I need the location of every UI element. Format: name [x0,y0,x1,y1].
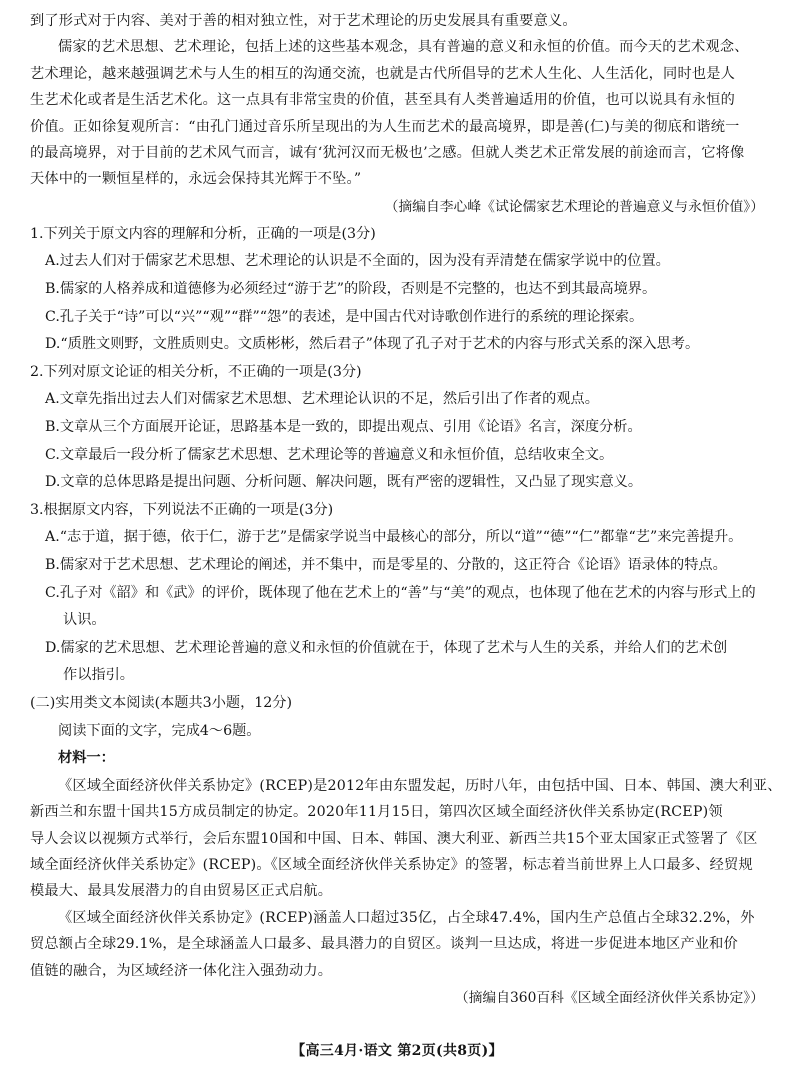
section-practical-reading [30,690,782,1012]
question-title: 1.下列关于原文内容的理解和分析，正确的一项是(3分) [30,225,376,242]
material-line: 值链的融合，为区域经济一体化注入强劲动力。 [30,962,333,979]
passage-line: 天体中的一颗恒星样的，永远会保持其光辉于不坠。” [30,171,362,188]
passage-line: 生艺术化或者是生活艺术化。这一点具有非常宝贵的价值，甚至具有人类普遍适用的价值，也可以说具有永恒的 [30,92,735,109]
question-title: 3.根据原文内容，下列说法不正确的一项是(3分) [30,501,334,518]
option-d: D.儒家的艺术思想、艺术理论普遍的意义和永恒的价值就在于，体现了艺术与人生的关系，并给人们的艺术创 [45,639,728,656]
option-b: B.儒家的人格养成和道德修为必须经过“游于艺”的阶段，否则是不完整的，也达不到其最高境界。 [45,281,657,298]
option-a: A.“志于道，据于德，依于仁，游于艺”是儒家学说当中最核心的部分，所以“道”“德”“仁”都靠“艺”来完善提升。 [45,529,743,546]
option-c: C.孔子对《韶》和《武》的评价，既体现了他在艺术上的“善”与“美”的观点，也体现了他在艺术的内容与形式上的 [45,584,756,601]
passage-line: 到了形式对于内容、美对于善的相对独立性，对于艺术理论的历史发展具有重要意义。 [30,13,577,29]
material-line: 《区域全面经济伙伴关系协定》(RCEP)涵盖人口超过35亿，占全球47.4%，国内生产总值占全球32.2%，外 [58,909,755,926]
material-label: 材料一： [58,750,115,767]
passage-line: 价值。正如徐复观所言：“由孔门通过音乐所呈现出的为人生而艺术的最高境界，即是善(仁)与美的彻底和谐统一 [30,118,740,135]
passage-line: 儒家的艺术思想、艺术理论，包括上述的这些基本观念，具有普遍的意义和永恒的价值。而今天的艺术观念、 [58,39,749,56]
material-paragraph [30,773,782,905]
question-title: 2.下列对原文论证的相关分析，不正确的一项是(3分) [30,363,362,380]
material-line: 《区域全面经济伙伴关系协定》(RCEP)是2012年由东盟发起，历时八年，由包括中国、日本、韩国、澳大利亚、 [58,777,782,794]
passage-paragraph [30,34,766,192]
passage-line: 的最高境界，对于目前的艺术风气而言，诚有‘犹河汉而无极也’之感。但就人类艺术正常发展的前途而言，它将像 [30,145,745,162]
question-1 [30,221,766,359]
section-heading: (二)实用类文本阅读(本题共3小题，12分) [30,694,293,711]
passage-source: （摘编自李心峰《试论儒家艺术理论的普遍意义与永恒价值》） [384,198,764,215]
material-line: 模最大、最具发展潜力的自由贸易区正式启航。 [30,883,333,900]
option-c: C.孔子关于“诗”可以“兴”“观”“群”“怨”的表述，是中国古代对诗歌创作进行的系统的理论探索。 [45,308,644,325]
option-b: B.儒家对于艺术思想、艺术理论的阐述，并不集中，而是零星的、分散的，这正符合《论语》语录体的特点。 [45,556,727,573]
question-3 [30,497,766,690]
option-c: C.文章最后一段分析了儒家艺术思想、艺术理论等的普遍意义和永恒价值，总结收束全文。 [45,446,614,463]
page-footer: 【高三4月·语文 第2页(共8页)】 [291,1043,503,1059]
option-d: D.文章的总体思路是提出问题、分析问题、解决问题，既有严密的逻辑性，又凸显了现实意义。 [45,474,643,491]
option-c-continued: 认识。 [63,612,106,629]
option-a: A.过去人们对于儒家艺术思想、艺术理论的认识是不全面的，因为没有弄清楚在儒家学说中的位置。 [45,253,670,270]
passage-line: 艺术理论，越来越强调艺术与人生的相互的沟通交流，也就是古代所倡导的艺术人生化、人生活化，同时也是人 [30,65,735,82]
option-d-continued: 作以指引。 [63,667,134,684]
option-b: B.文章从三个方面展开论证，思路基本是一致的，即提出观点、引用《论语》名言，深度分析。 [45,419,642,435]
question-2 [30,359,766,497]
material-paragraph [30,905,766,984]
section-instruction: 阅读下面的文字，完成4～6题。 [58,722,261,739]
material-line: 域全面经济伙伴关系协定》(RCEP)。《区域全面经济伙伴关系协定》的签署，标志着当前世界上人口最多、经贸规 [30,856,753,873]
material-line: 导人会议以视频方式举行，会后东盟10国和中国、日本、韩国、澳大利亚、新西兰共15个亚太国家正式签署了《区 [30,830,758,847]
material-line: 新西兰和东盟十国共15方成员制定的协定。2020年11月15日，第四次区域全面经济伙伴关系协定(RCEP)领 [30,804,723,821]
material-source: （摘编自360百科《区域全面经济伙伴关系协定》） [454,989,764,1006]
option-d: D.“质胜文则野，文胜质则史。文质彬彬，然后君子”体现了孔子对于艺术的内容与形式关系的深入思考。 [45,336,700,353]
material-line: 贸总额占全球29.1%，是全球涵盖人口最多、最具潜力的自贸区。谈判一旦达成，将进一步促进本地区产业和价 [30,936,738,953]
option-a: A.文章先指出过去人们对儒家艺术思想、艺术理论认识的不足，然后引出了作者的观点。 [45,391,599,408]
